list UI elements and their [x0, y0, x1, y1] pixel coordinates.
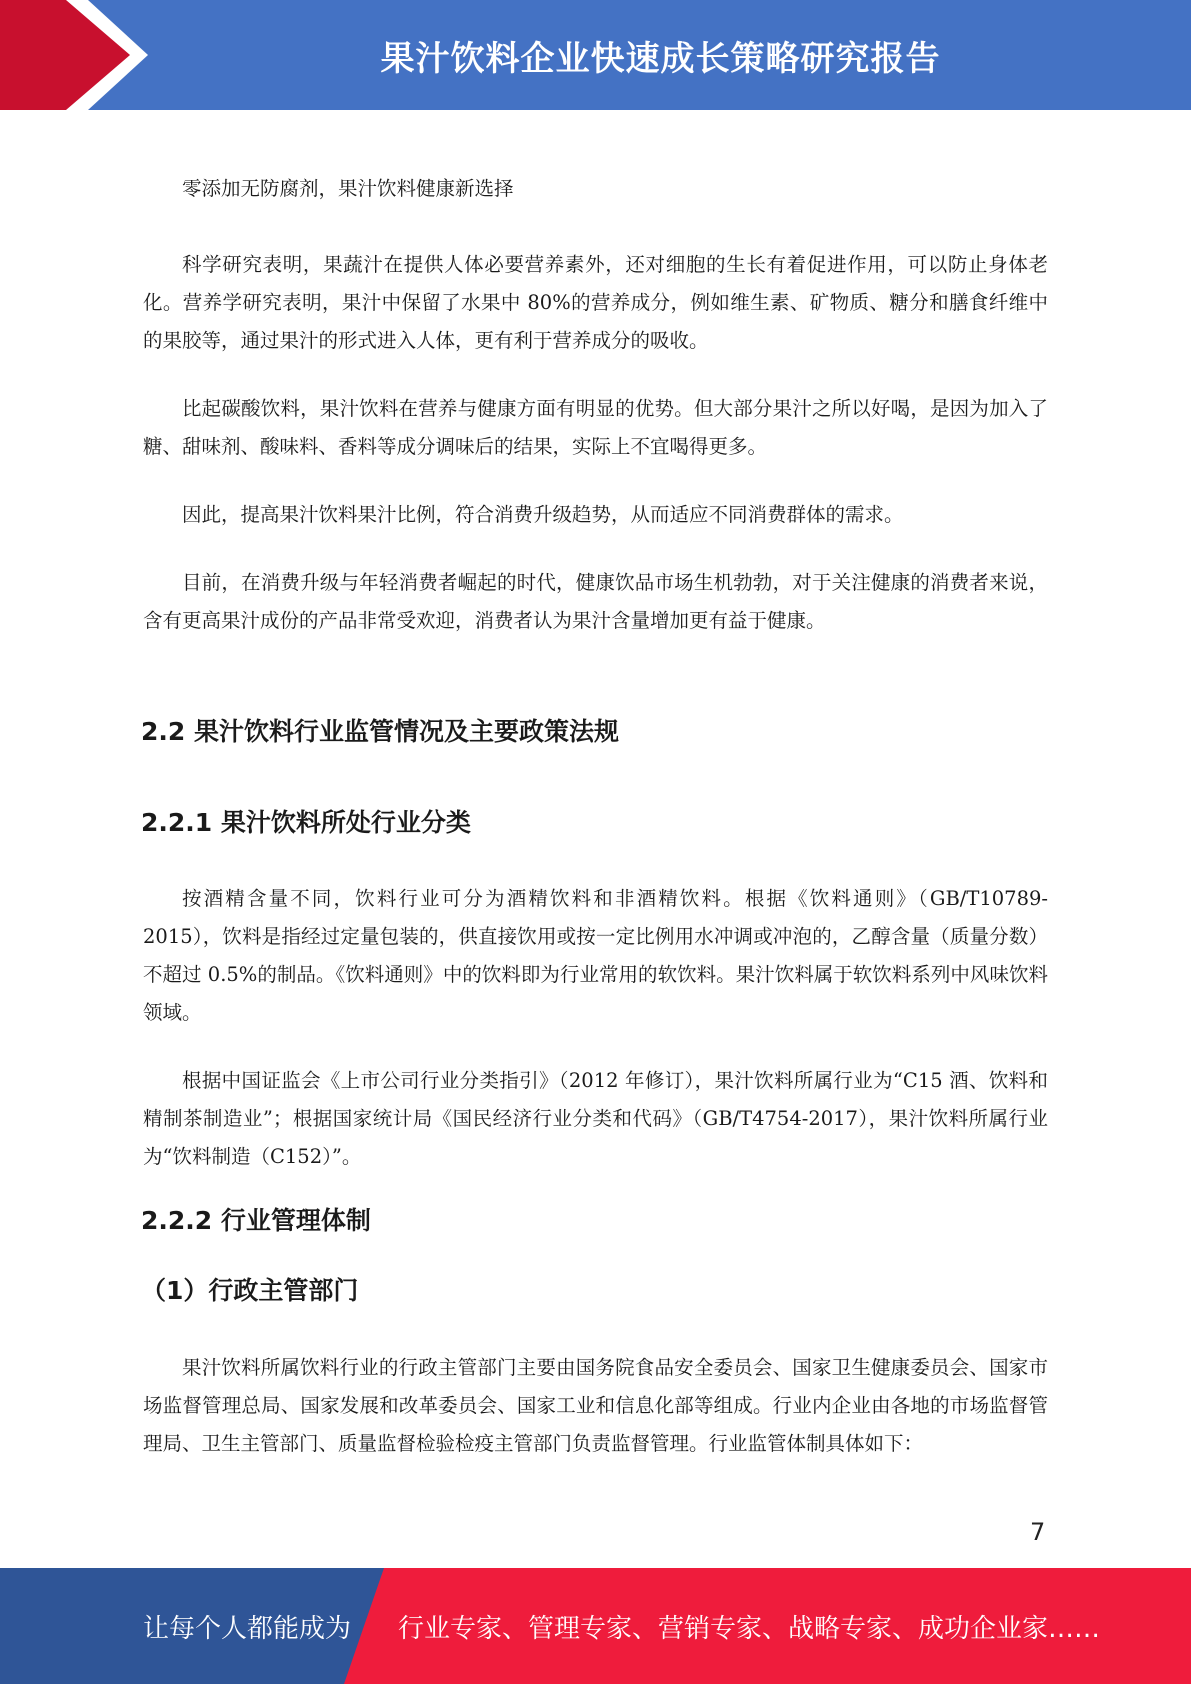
paragraph-subtitle: 零添加无防腐剂，果汁饮料健康新选择: [182, 177, 514, 200]
paragraph: 根据中国证监会《上市公司行业分类指引》（2012 年修订），果汁饮料所属行业为“C15 酒、饮料和精制茶制造业”；根据国家统计局《国民经济行业分类和代码》（GB/T4754-2017），果汁饮料所属行业为“饮料制造（C152）”。: [143, 1069, 1048, 1168]
footer-slogan-right: 行业专家、管理专家、营销专家、战略专家、成功企业家……: [398, 1613, 1101, 1644]
page-number: 7: [1030, 1518, 1046, 1546]
paragraph: 目前，在消费升级与年轻消费者崛起的时代，健康饮品市场生机勃勃，对于关注健康的消费者来说，含有更高果汁成份的产品非常受欢迎，消费者认为果汁含量增加更有益于健康。: [143, 571, 1048, 632]
paragraph: 因此，提高果汁饮料果汁比例，符合消费升级趋势，从而适应不同消费群体的需求。: [182, 503, 904, 526]
paragraph: 科学研究表明，果蔬汁在提供人体必要营养素外，还对细胞的生长有着促进作用，可以防止身体老化。营养学研究表明，果汁中保留了水果中 80%的营养成分，例如维生素、矿物质、糖分和膳食纤维中的果胶等，通过果汁的形式进入人体，更有利于营养成分的吸收。: [143, 253, 1048, 352]
footer-band: [0, 1568, 1191, 1684]
section-administration-body: [143, 1349, 1048, 1493]
subsection-heading-administration: （1）行政主管部门: [141, 1276, 359, 1305]
report-title: 果汁饮料企业快速成长策略研究报告: [380, 38, 941, 79]
section-2-2-1-body: [143, 880, 1048, 1206]
section-heading-2-2: 2.2 果汁饮料行业监管情况及主要政策法规: [141, 717, 619, 746]
paragraph: 按酒精含量不同，饮料行业可分为酒精饮料和非酒精饮料。根据《饮料通则》（GB/T10789-2015），饮料是指经过定量包装的，供直接饮用或按一定比例用水冲调或冲泡的，乙醇含量（质量分数）不超过 0.5%的制品。《饮料通则》中的饮料即为行业常用的软饮料。果汁饮料属于软饮料系列中风味饮料领域。: [143, 887, 1048, 1024]
paragraph: 比起碳酸饮料，果汁饮料在营养与健康方面有明显的优势。但大部分果汁之所以好喝，是因为加入了糖、甜味剂、酸味料、香料等成分调味后的结果，实际上不宜喝得更多。: [143, 397, 1048, 458]
paragraph: 果汁饮料所属饮料行业的行政主管部门主要由国务院食品安全委员会、国家卫生健康委员会、国家市场监督管理总局、国家发展和改革委员会、国家工业和信息化部等组成。行业内企业由各地的市场监督管理局、卫生主管部门、质量监督检验检疫主管部门负责监督管理。行业监管体制具体如下：: [143, 1356, 1048, 1455]
footer-slogan-left: 让每个人都能成为: [143, 1613, 352, 1644]
header-band: [0, 0, 1191, 110]
section-heading-2-2-2: 2.2.2 行业管理体制: [141, 1206, 371, 1235]
section-heading-2-2-1: 2.2.1 果汁饮料所处行业分类: [141, 808, 471, 837]
page-body: [143, 170, 1048, 670]
